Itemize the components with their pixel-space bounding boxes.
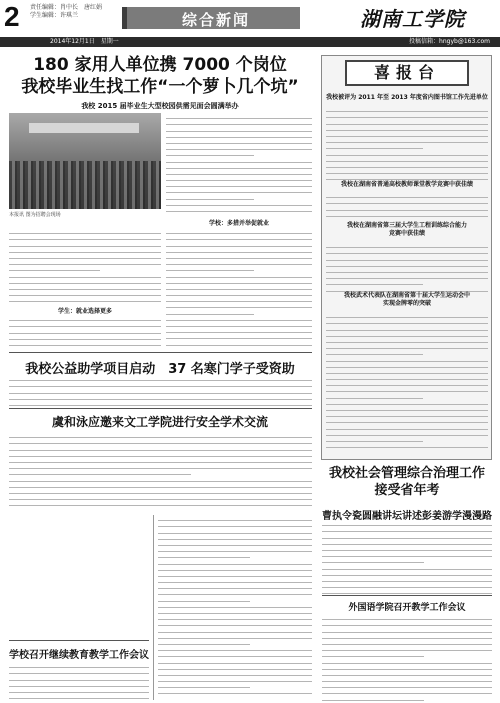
text-line [9, 500, 312, 506]
lead-headline-line2: 我校毕业生找工作“一个萝卜几个坑” [21, 77, 299, 97]
sidebar-item-2-body [326, 192, 488, 217]
sidebar-item-3-head: 我校在湖南省第三届大学生工程训练综合能力竞赛中获佳绩 [346, 222, 467, 237]
text-line [322, 588, 492, 594]
text-line [326, 442, 488, 448]
sidebar-item-4-head: 我校武术代表队在湖南省第十届大学生运动会中实现金牌零的突破 [343, 292, 470, 307]
lead-section-head-2: 学校：多措并举促就业 [208, 220, 269, 227]
lead-body-col2 [166, 113, 312, 212]
divider-safety [9, 640, 149, 641]
page-number: 2 [4, 1, 20, 32]
student-editor-line: 学生编辑：许琪兰 [30, 12, 79, 19]
sidebar-item-4-body [326, 312, 488, 448]
sidebar-item-1-body [326, 106, 488, 180]
column-rule [153, 515, 154, 700]
gov-headline-line1: 我校社会管理综合治理工作 [328, 466, 485, 481]
lead-subheadline: 我校 2015 届毕业生大型校园供需见面会圆满举办 [81, 102, 239, 110]
sidebar-item-1-head: 我校被评为 2011 年至 2013 年度省内图书馆工作先进单位 [326, 94, 488, 101]
issue-date: 2014年12月1日 星期一 [50, 38, 119, 45]
divider-charity [9, 408, 312, 409]
photo-caption: 本报讯 图为招聘会现场 [9, 212, 61, 218]
masthead [0, 0, 500, 37]
safety-body [9, 432, 312, 506]
continuing-ed-headline: 学校召开继续教育教学工作会议 [9, 650, 149, 661]
text-line [9, 693, 149, 699]
lecture-headline: 曹执令瓷圆融讲坛讲述彭姜游学漫漫路 [322, 511, 492, 522]
lead-body-col1 [9, 228, 161, 302]
text-line [326, 174, 488, 180]
lead-section-head-1: 学生：就业选择更多 [57, 308, 112, 315]
text-line [9, 296, 161, 302]
text-line [166, 206, 312, 212]
text-line [9, 400, 312, 406]
contact-email: 投稿信箱：hngyb@163.com [409, 38, 490, 45]
text-line [9, 340, 161, 346]
text-line [158, 688, 312, 694]
editor-credits [30, 4, 102, 20]
lower-right-body [158, 515, 312, 694]
foreign-lang-body [322, 614, 492, 701]
text-line [166, 339, 312, 345]
safety-headline: 虞和泳应邀来文工学院进行安全学术交流 [51, 415, 268, 429]
lead-headline-line1: 180 家用人单位携 7000 个岗位 [33, 55, 287, 75]
charity-headline: 我校公益助学项目启动 37 名寒门学子受资助 [25, 362, 295, 377]
lead-body-col1b [9, 315, 161, 346]
lecture-body [322, 520, 492, 594]
photo-banner [29, 123, 139, 133]
text-line [326, 285, 488, 291]
text-line [322, 694, 424, 700]
gov-headline-line2: 接受省年考 [374, 483, 440, 498]
lead-body-col2b [166, 228, 312, 346]
job-fair-photo [9, 113, 161, 209]
editor-line: 责任编辑：肖中长 唐红娟 [30, 4, 103, 11]
sidebar-item-2-head: 我校在湖南省普通高校教师课堂教学竞赛中获佳绩 [340, 181, 473, 188]
section-title: 综合新闻 [182, 11, 251, 29]
paper-name-logo: 湖南工学院 [360, 7, 465, 31]
sidebar-item-3-body [326, 242, 488, 292]
text-line [326, 211, 488, 217]
honor-report-title: 喜报台 [345, 60, 469, 86]
divider-lecture [322, 595, 492, 596]
charity-body [9, 375, 312, 406]
divider-lead [9, 352, 312, 353]
foreign-lang-headline: 外国语学院召开教学工作会议 [348, 603, 466, 613]
gov-headline [322, 465, 492, 499]
photo-crowd [9, 161, 161, 209]
continuing-ed-body [9, 662, 149, 699]
